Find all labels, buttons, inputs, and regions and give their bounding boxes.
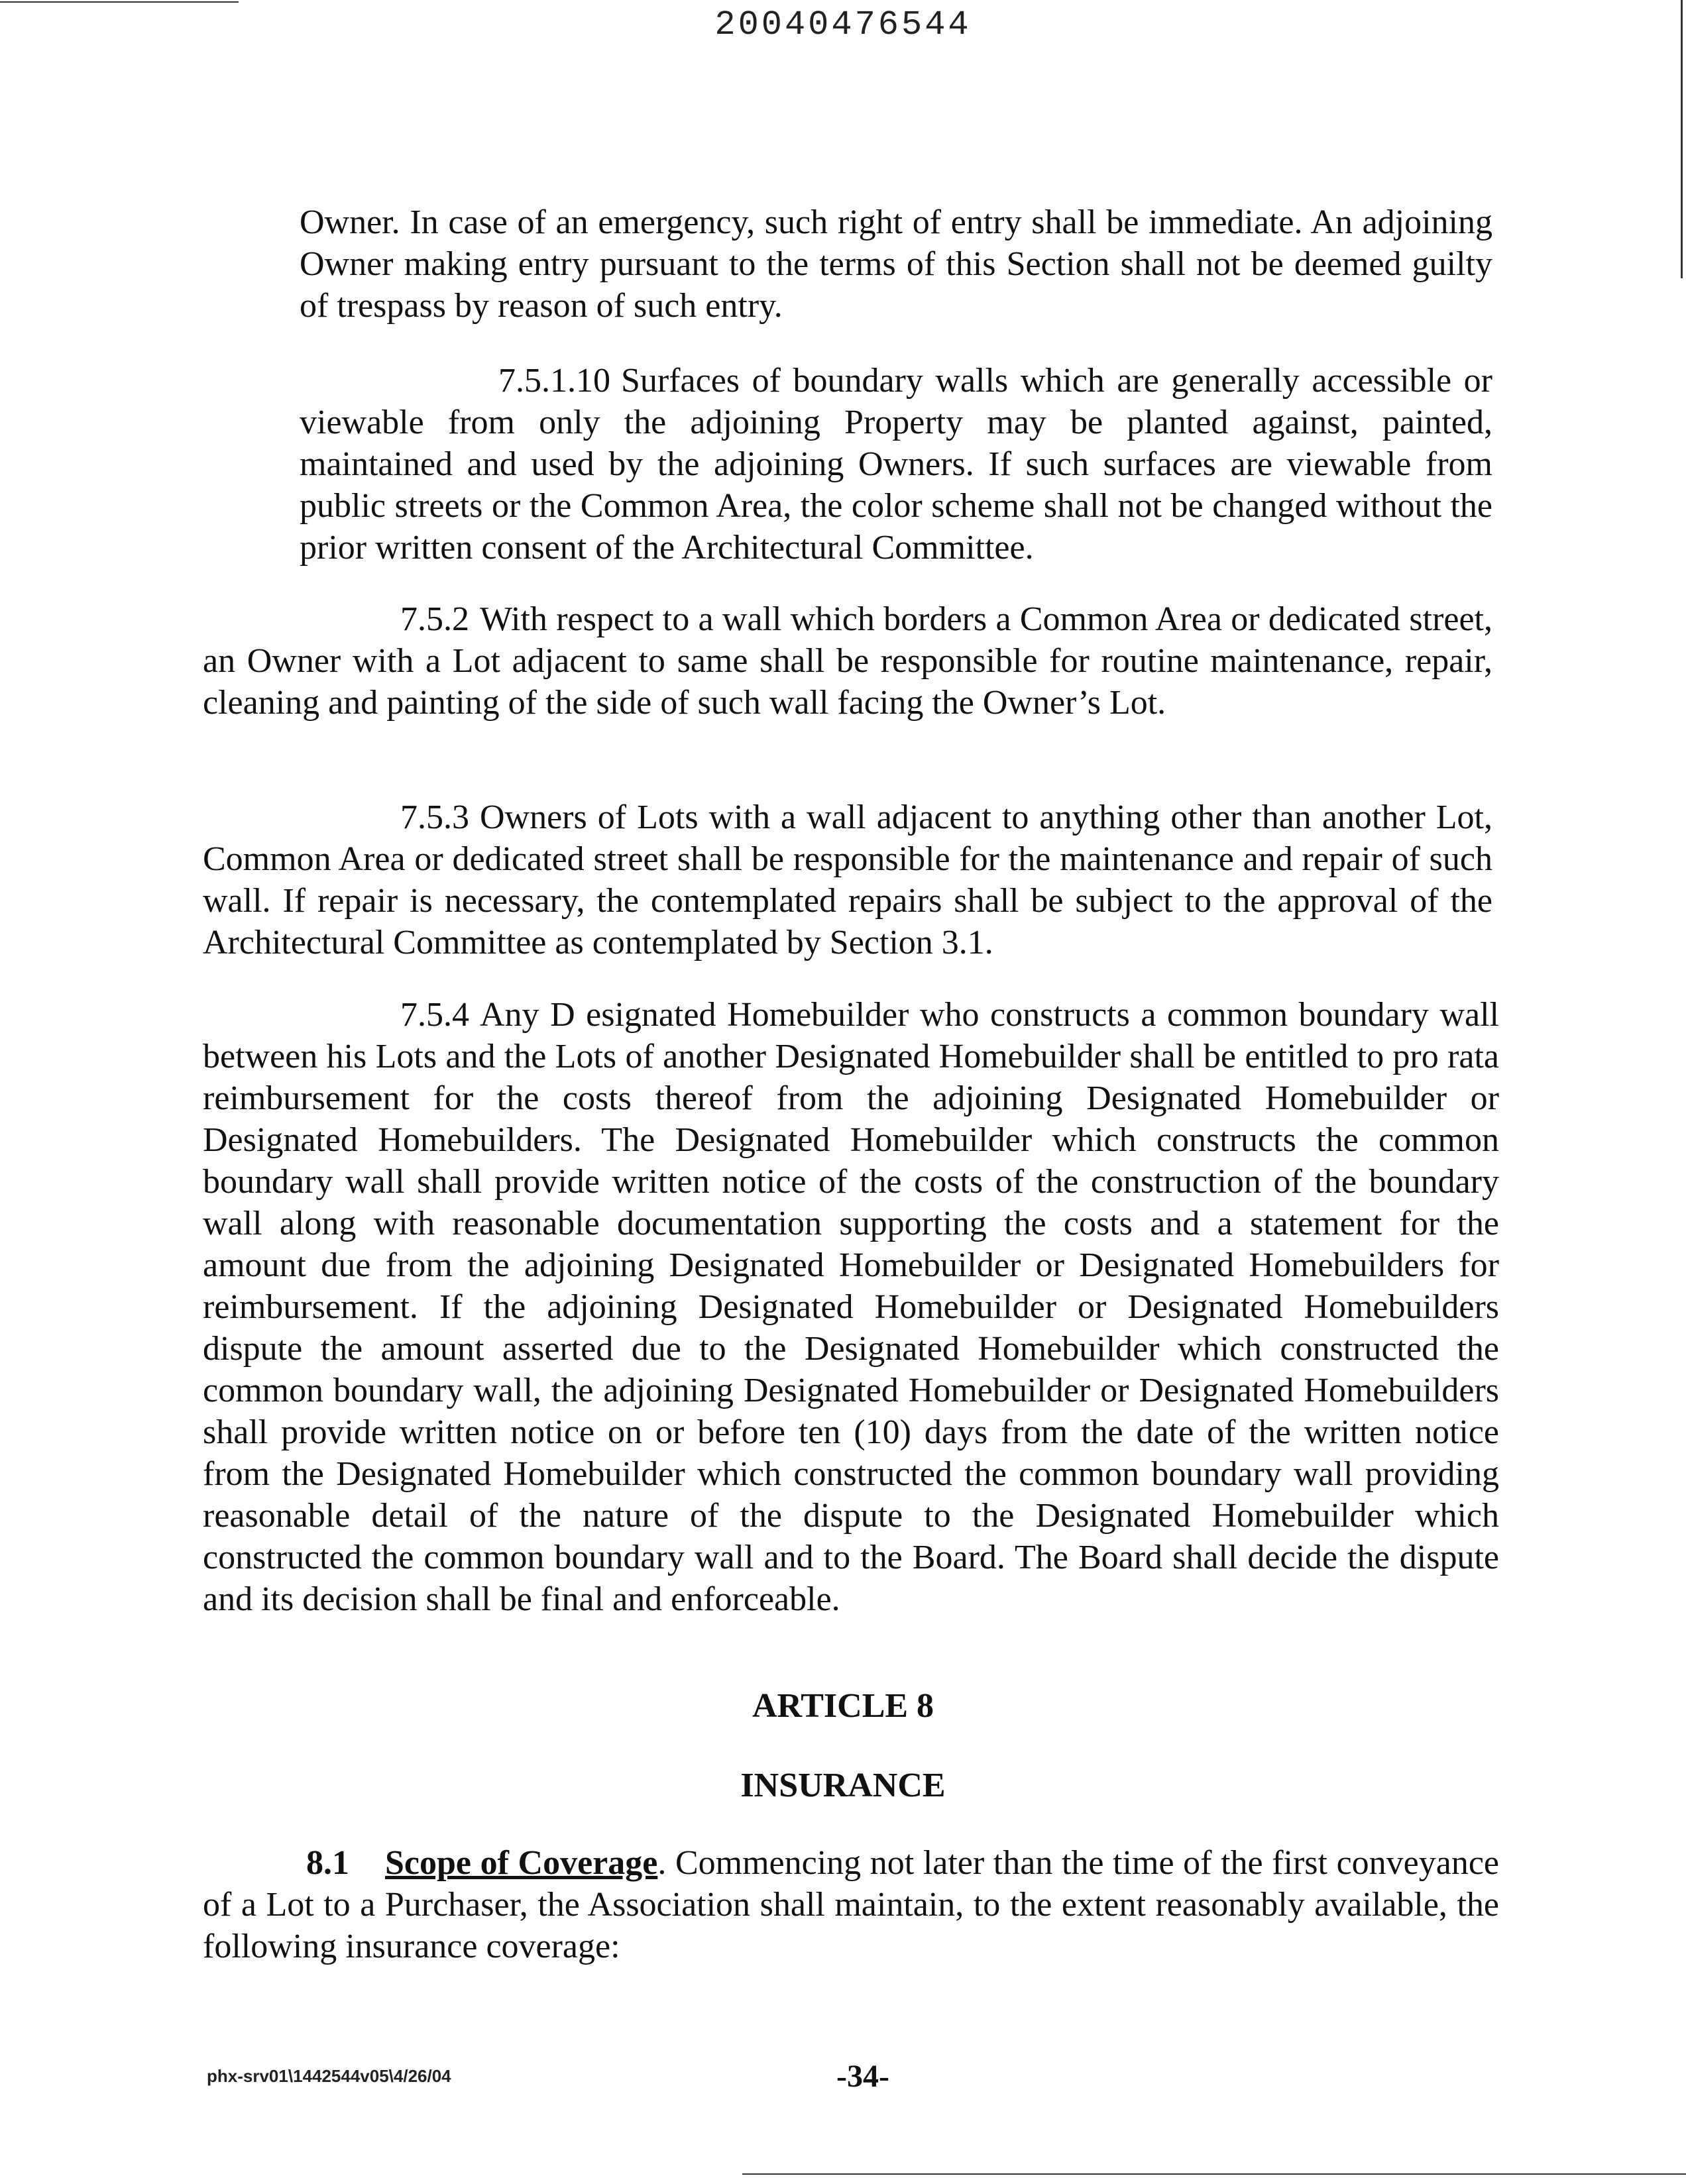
paragraph-7-5-2 bbox=[203, 598, 1492, 724]
paragraph-text: Owners of Lots with a wall adjacent to anything other than another Lot, Common Area or dedicated street shall be responsible for the maintenance and repair of such wall. If repair is necessary, the contemplated repairs shall be subject to the approval of the Architectural Committee as contemplated by Section 3.1. bbox=[203, 798, 1492, 961]
top-left-rule bbox=[0, 1, 239, 3]
article-title: INSURANCE bbox=[740, 1767, 946, 1804]
footer-file-reference: phx-srv01\1442544v05\4/26/04 bbox=[207, 2066, 451, 2086]
section-title: Scope of Coverage bbox=[385, 1844, 658, 1882]
document-number: 20040476544 bbox=[714, 5, 972, 44]
section-number: 8.1 bbox=[306, 1844, 349, 1882]
section-number: 7.5.2 bbox=[400, 600, 469, 638]
paragraph-7-5-3 bbox=[203, 796, 1492, 963]
section-number: 7.5.1.10 bbox=[498, 362, 610, 400]
paragraph-text: With respect to a wall which borders a Common Area or dedicated street, an Owner with a Lot adjacent to same shall be responsible for routine maintenance, repair, cleaning and painting of the side of such wall facing the Owner’s Lot. bbox=[203, 600, 1492, 722]
paragraph-text: Owner. In case of an emergency, such right of entry shall be immediate. An adjoining Owner making entry pursuant to the terms of this Section shall not be deemed guilty of trespass by reason of such entry. bbox=[300, 203, 1492, 325]
section-number: 7.5.3 bbox=[400, 798, 469, 836]
paragraph-7-5-1-10 bbox=[300, 360, 1492, 569]
paragraph-text: Surfaces of boundary walls which are generally accessible or viewable from only the adjoining Property may be planted against, painted, maintained and used by the adjoining Owners. If such surfaces are viewable from public streets or the Common Area, the color scheme shall not be changed without the prior written consent of the Architectural Committee. bbox=[300, 362, 1492, 567]
paragraph-7-5-4 bbox=[203, 994, 1499, 1620]
bottom-right-rule bbox=[742, 2173, 1686, 2175]
paragraph-owner-entry bbox=[300, 201, 1492, 327]
paragraph-text: . Commencing not later than the time of the first conveyance of a Lot to a Purchaser, the Association shall maintain, to the extent reasonably available, the following insurance coverage: bbox=[203, 1844, 1499, 1965]
section-8-1 bbox=[203, 1842, 1499, 1967]
article-label: ARTICLE 8 bbox=[752, 1687, 934, 1725]
footer-page-number: -34- bbox=[836, 2059, 889, 2094]
section-number: 7.5.4 bbox=[400, 996, 469, 1034]
paragraph-text: Any D esignated Homebuilder who constructs a common boundary wall between his Lots and the Lots of another Designated Homebuilder shall be entitled to pro rata reimbursement for the costs thereof from the adjoining Designated Homebuilder or Designated Homebuilders. The Designated Homebuilder which constructs the common boundary wall shall provide written notice of the costs of the construction of the boundary wall along with reasonable documentation supporting the costs and a statement for the amount due from the adjoining Designated Homebuilder or Designated Homebuilders for reimbursement. If the adjoining Designated Homebuilder or Designated Homebuilders dispute the amount asserted due to the Designated Homebuilder which constructed the common boundary wall, the adjoining Designated Homebuilder or Designated Homebuilders shall provide written notice on or before ten (10) days from the date of the written notice from the Designated Homebuilder which constructed the common boundary wall providing reasonable detail of the nature of the dispute to the Designated Homebuilder which constructed the common boundary wall and to the Board. The Board shall decide the dispute and its decision shall be final and enforceable. bbox=[203, 996, 1499, 1618]
